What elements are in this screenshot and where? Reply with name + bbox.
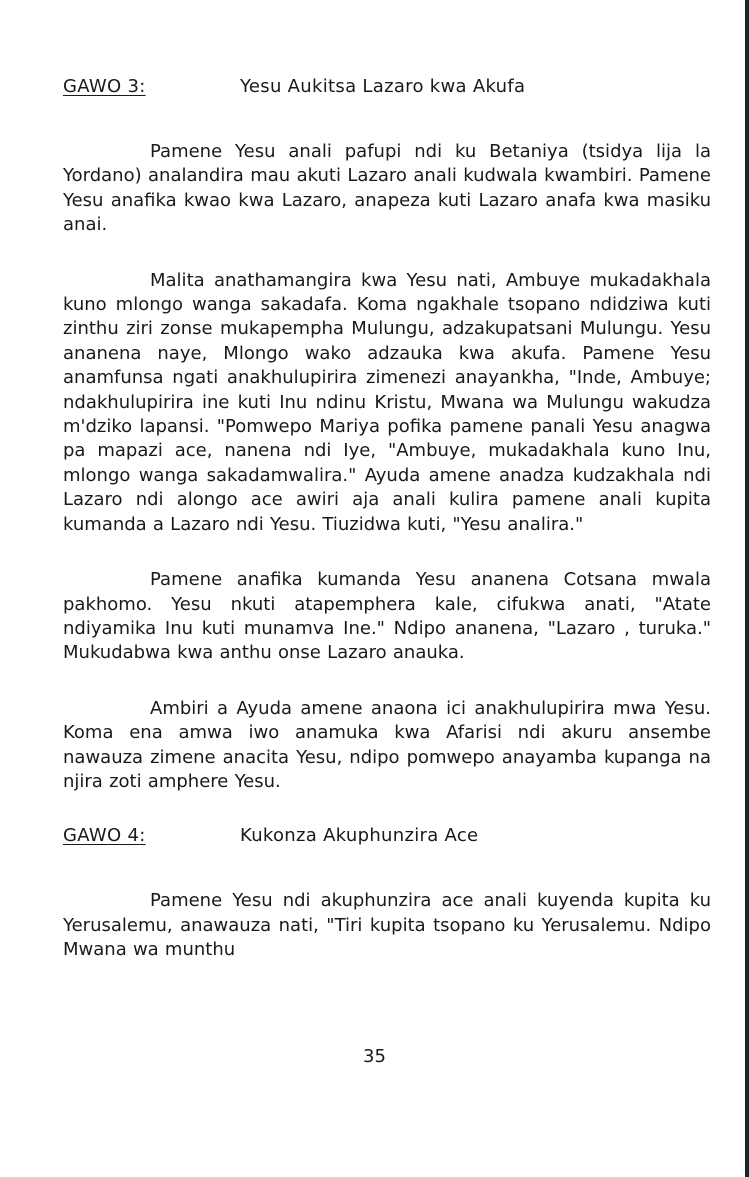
page-number: 35 — [363, 1046, 386, 1067]
section-title: Kukonza Akuphunzira Ace — [240, 825, 479, 847]
section-heading-gawo-4 — [63, 825, 711, 855]
paragraph: Pamene Yesu anali pafupi ndi ku Betaniya (tsidya lija la Yordano) analandira mau akuti Lazaro anali kudwala kwambiri. Pamene Yesu anafika kwao kwa Lazaro, anapeza kuti Lazaro anafa kwa masiku anai. — [63, 141, 711, 236]
paragraph: Pamene anafika kumanda Yesu ananena Cotsana mwala pakhomo. Yesu nkuti atapemphera kale, cifukwa anati, "Atate ndiyamika Inu kuti munamva Ine." Ndipo ananena, "Lazaro , turuka." Mukudabwa kwa anthu onse Lazaro anauka. — [63, 569, 711, 664]
section-label: GAWO 4: — [63, 825, 146, 847]
paragraph: Pamene Yesu ndi akuphunzira ace anali kuyenda kupita ku Yerusalemu, anawauza nati, "Tiri kupita tsopano ku Yerusalemu. Ndipo Mwana wa munthu — [63, 890, 711, 961]
page-edge-line — [745, 0, 749, 1177]
section-label: GAWO 3: — [63, 76, 146, 97]
paragraph: Ambiri a Ayuda amene anaona ici anakhulupirira mwa Yesu. Koma ena amwa iwo anamuka kwa Afarisi ndi akuru ansembe nawauza zimene anacita Yesu, ndipo pomwepo anayamba kupanga na njira zoti amphere Yesu. — [63, 697, 711, 792]
section-heading-gawo-3 — [63, 76, 711, 106]
paragraph: Malita anathamangira kwa Yesu nati, Ambuye mukadakhala kuno mlongo wanga sakadafa. Koma ngakhale tsopano ndidziwa kuti zinthu ziri zonse mukapempha Mulungu, adzakupatsani Mulungu. Yesu ananena naye, Mlongo wako adzauka kwa akufa. Pamene Yesu anamfunsa ngati anakhulupirira zimenezi anayankha, "Inde, Ambuye; ndakhulupirira ine kuti Inu ndinu Kristu, Mwana wa Mulungu wakudza m'dziko lapansi. "Pomwepo Mariya pofika pamene panali Yesu anagwa pa mapazi ace, nanena ndi Iye, "Ambuye, mukadakhala kuno Inu, mlongo wanga sakadamwalira." Ayuda amene anadza kudzakhala ndi Lazaro ndi alongo ace awiri aja anali kulira pamene anali kupita kumanda a Lazaro ndi Yesu. Tiuzidwa kuti, "Yesu analira." — [63, 269, 711, 535]
page-body — [63, 76, 711, 963]
section-title: Yesu Aukitsa Lazaro kwa Akufa — [240, 76, 526, 97]
